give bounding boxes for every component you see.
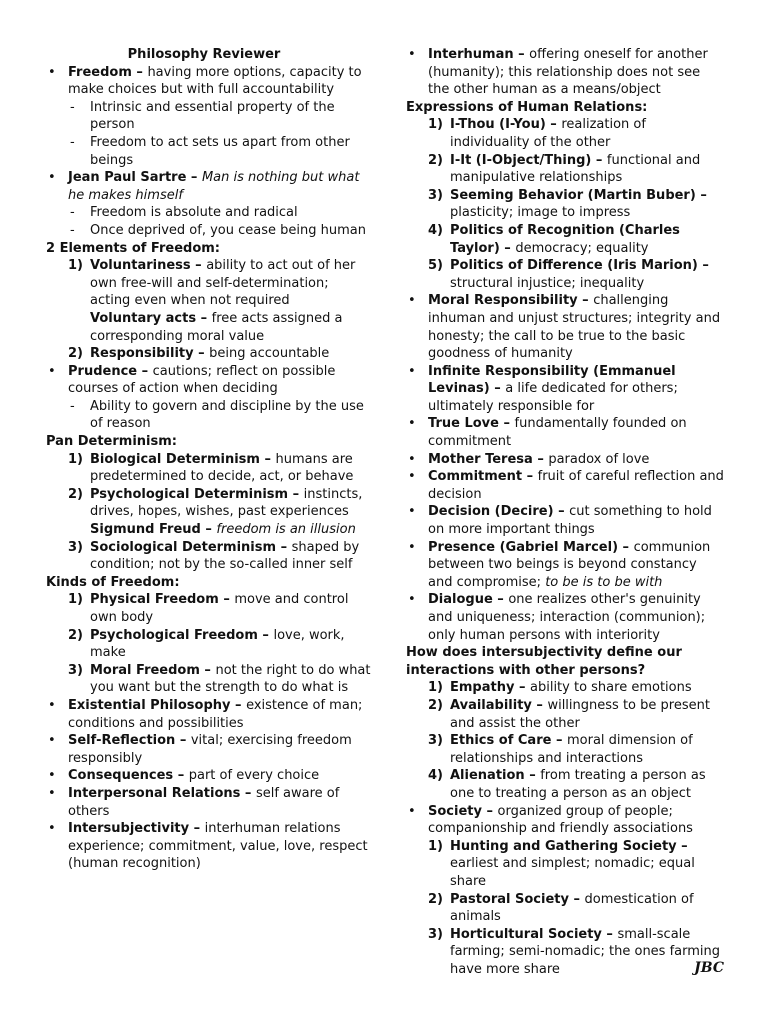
definition: cut something to hold on more important things [428, 504, 712, 538]
definition: Intrinsic and essential property of the person [90, 99, 335, 133]
term: Decision (Decire) – [428, 504, 570, 520]
term: Existential Philosophy – [68, 697, 247, 713]
definition: Freedom to act sets us apart from other beings [90, 134, 350, 168]
definition: communion between two beings is beyond constancy and compromise; [428, 539, 711, 590]
numbered-item [406, 732, 724, 767]
definition: having more options, capacity to make choices but with full accountability [68, 64, 362, 98]
numbered-item [46, 627, 372, 662]
term: Moral Responsibility – [428, 293, 594, 309]
term: Alienation – [450, 768, 541, 784]
section-heading: Pan Determinism: [46, 434, 177, 450]
definition: organized group of people; companionship and friendly associations [428, 803, 693, 837]
numbered-item [406, 697, 724, 732]
definition: realization of individuality of the other [450, 117, 646, 150]
numbered-item [406, 891, 724, 926]
definition: earliest and simplest; nomadic; equal share [450, 856, 695, 889]
term: Voluntary acts – [90, 310, 212, 326]
item-number: 5) [428, 258, 443, 274]
left-column [46, 46, 372, 873]
definition: free acts assigned a corresponding moral value [90, 310, 343, 344]
item-number: 4) [428, 768, 443, 784]
right-column [406, 46, 724, 978]
definition: willingness to be present and assist the other [450, 697, 710, 731]
bullet-item [46, 785, 372, 820]
dash-item [46, 134, 372, 169]
bullet-item [406, 503, 724, 538]
term: Consequences – [68, 768, 189, 784]
bullet-item [46, 363, 372, 398]
term: Jean Paul Sartre – [68, 170, 202, 186]
section-heading: Expressions of Human Relations: [406, 99, 648, 115]
item-number: 3) [428, 733, 443, 749]
definition: moral dimension of relationships and interactions [450, 733, 693, 766]
definition: domestication of animals [450, 891, 694, 925]
numbered-item [406, 187, 724, 222]
numbered-item [46, 662, 372, 697]
item-number: 1) [68, 451, 83, 467]
definition: challenging inhuman and unjust structures; integrity and honesty; the call to be true to the basic goodness of humanity [428, 293, 721, 362]
definition: vital; exercising freedom responsibly [68, 733, 352, 766]
item-number: 4) [428, 222, 443, 238]
item-number: 1) [68, 258, 83, 274]
item-number: 1) [428, 117, 443, 133]
definition: offering oneself for another (humanity); this relationship does not see the other human as a means/object [428, 47, 708, 98]
definition: democracy; equality [515, 240, 649, 256]
term: Intersubjectivity – [68, 821, 205, 837]
item-number: 3) [428, 187, 443, 203]
item-number: 1) [428, 680, 443, 696]
term: Seeming Behavior (Martin Buber) – [450, 187, 707, 203]
item-number: 3) [68, 662, 83, 678]
section-heading: 2 Elements of Freedom: [46, 240, 221, 256]
definition: shaped by condition; not by the so-called inner self [90, 539, 360, 573]
definition: paradox of love [548, 451, 650, 467]
numbered-item [406, 767, 724, 802]
term: Presence (Gabriel Marcel) – [428, 539, 634, 555]
term: Interhuman – [428, 47, 530, 62]
definition: move and control own body [90, 592, 349, 625]
definition-emphasis: to be is to be with [545, 574, 663, 590]
term: Interpersonal Relations – [68, 785, 256, 801]
term: Sigmund Freud – [90, 522, 217, 538]
term: Prudence – [68, 363, 153, 379]
term: Psychological Freedom – [90, 627, 274, 643]
numbered-item [406, 838, 724, 891]
term: Empathy – [450, 680, 530, 696]
dash-item [46, 222, 372, 240]
term: Moral Freedom – [90, 662, 216, 678]
definition: fundamentally founded on commitment [428, 416, 687, 450]
numbered-item [46, 451, 372, 486]
bullet-item [46, 820, 372, 873]
numbered-item [46, 257, 372, 310]
numbered-item [406, 926, 724, 979]
definition: instincts, drives, hopes, wishes, past experiences [90, 486, 363, 520]
term: Politics of Recognition (Charles Taylor) – [450, 222, 680, 256]
term: Horticultural Society – [450, 926, 618, 942]
term: True Love – [428, 416, 515, 432]
term: Availability – [450, 697, 548, 713]
bullet-item [46, 64, 372, 99]
sub-item [46, 521, 372, 539]
definition: cautions; reflect on possible courses of action when deciding [68, 363, 336, 397]
term: Self-Reflection – [68, 733, 191, 749]
definition: ability to act out of her own free-will and self-determination; acting even when not required [90, 258, 356, 309]
definition: freedom is an illusion [216, 522, 356, 538]
definition: Man is nothing but what he makes himself [68, 170, 360, 203]
bullet-item [46, 169, 372, 204]
term: Commitment – [428, 469, 538, 485]
bullet-item [46, 767, 372, 785]
item-number: 1) [428, 838, 443, 854]
bullet-item [406, 468, 724, 503]
term: Infinite Responsibility (Emmanuel Levinas) – [428, 363, 676, 397]
numbered-item [406, 679, 724, 697]
definition: fruit of careful reflection and decision [428, 469, 724, 502]
definition: functional and manipulative relationships [450, 152, 701, 186]
bullet-item [406, 46, 724, 99]
dash-item [46, 204, 372, 222]
numbered-item [406, 257, 724, 292]
term: I-Thou (I-You) – [450, 117, 562, 133]
bullet-item [406, 451, 724, 469]
term: Psychological Determinism – [90, 486, 304, 502]
bullet-item [406, 292, 724, 362]
author-signature: JBC [694, 960, 724, 976]
definition: being accountable [209, 346, 330, 362]
term: Dialogue – [428, 592, 509, 608]
bullet-item [46, 732, 372, 767]
numbered-item [46, 486, 372, 521]
numbered-item [406, 152, 724, 187]
term: Politics of Difference (Iris Marion) – [450, 258, 709, 274]
term: Freedom – [68, 64, 148, 80]
definition: love, work, make [90, 627, 345, 661]
section-heading: How does intersubjectivity define our interactions with other persons? [406, 645, 682, 678]
term: Mother Teresa – [428, 451, 549, 467]
item-number: 3) [68, 539, 83, 555]
term: Ethics of Care – [450, 733, 567, 749]
definition: ability to share emotions [530, 680, 692, 696]
dash-item [46, 99, 372, 134]
page-title: Philosophy Reviewer [127, 47, 281, 62]
definition: self aware of others [68, 785, 340, 819]
definition: a life dedicated for others; ultimately responsible for [428, 381, 678, 414]
numbered-item [406, 222, 724, 257]
section-heading: Kinds of Freedom: [46, 574, 180, 590]
definition: Once deprived of, you cease being human [90, 222, 366, 238]
definition: Freedom is absolute and radical [90, 205, 298, 221]
sub-item [46, 310, 372, 345]
definition: existence of man; conditions and possibilities [68, 697, 363, 731]
numbered-item [406, 116, 724, 151]
item-number: 2) [68, 486, 83, 502]
bullet-item [406, 591, 724, 644]
term: Pastoral Society – [450, 891, 585, 907]
term: I-It (I-Object/Thing) – [450, 152, 607, 168]
term: Physical Freedom – [90, 592, 235, 608]
bullet-item [406, 363, 724, 416]
definition: structural injustice; inequality [450, 275, 645, 291]
definition: Ability to govern and discipline by the use of reason [90, 398, 364, 432]
numbered-item [46, 539, 372, 574]
bullet-item [46, 697, 372, 732]
item-number: 1) [68, 592, 83, 608]
definition: plasticity; image to impress [450, 205, 631, 221]
numbered-item [46, 591, 372, 626]
definition: not the right to do what you want but the strength to do what is [90, 662, 371, 696]
bullet-item [406, 803, 724, 838]
item-number: 3) [428, 926, 443, 942]
definition: interhuman relations experience; commitment, value, love, respect (human recognition) [68, 821, 368, 872]
term: Sociological Determinism – [90, 539, 292, 555]
bullet-item [406, 539, 724, 592]
term: Society – [428, 803, 498, 819]
item-number: 2) [428, 697, 443, 713]
definition: one realizes other's genuinity and uniqueness; interaction (communion); only human persons with interiority [428, 592, 706, 643]
item-number: 2) [428, 891, 443, 907]
dash-item [46, 398, 372, 433]
term: Voluntariness – [90, 258, 207, 274]
definition: part of every choice [188, 768, 320, 784]
item-number: 2) [428, 152, 443, 168]
term: Hunting and Gathering Society – [450, 838, 688, 854]
bullet-item [406, 415, 724, 450]
item-number: 2) [68, 346, 83, 362]
definition: from treating a person as one to treating a person as an object [450, 768, 706, 801]
term: Responsibility – [90, 346, 210, 362]
definition: small-scale farming; semi-nomadic; the ones farming have more share [450, 926, 721, 977]
definition: humans are predetermined to decide, act, or behave [90, 451, 354, 485]
item-number: 2) [68, 627, 83, 643]
term: Biological Determinism – [90, 451, 276, 467]
numbered-item [46, 345, 372, 363]
